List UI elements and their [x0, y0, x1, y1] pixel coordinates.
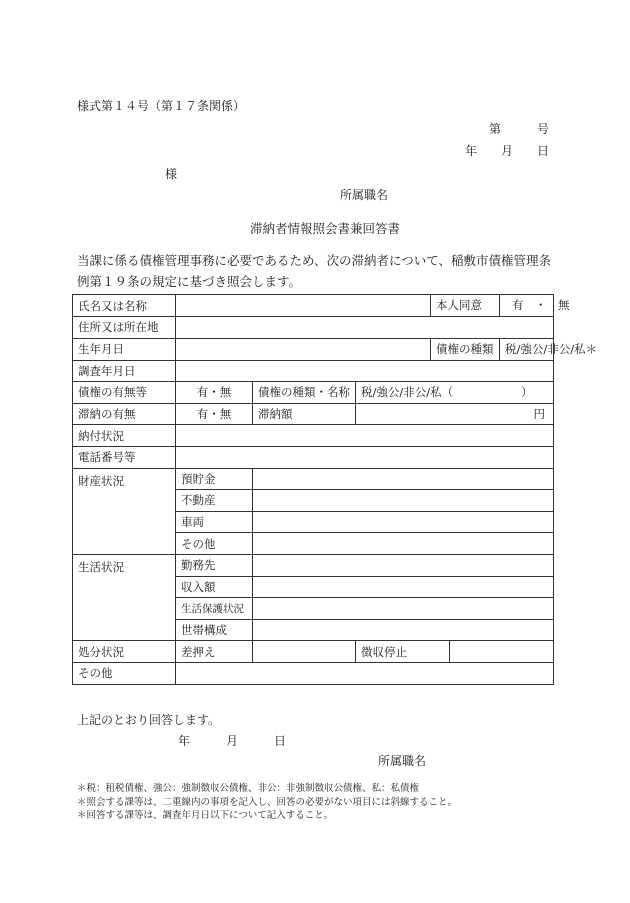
- address-field[interactable]: [176, 317, 554, 339]
- consent-cell: [431, 295, 570, 317]
- delinquency-amount-field[interactable]: [356, 403, 554, 425]
- property-field[interactable]: [253, 533, 554, 555]
- intro-paragraph: 当課に係る債権管理事務に必要であるため、次の滞納者について、稲敷市債権管理条例第１９条の規定に基づき照会します。: [77, 253, 552, 289]
- footnote: ＊税：租税債権、強公：強制徴収公債権、非公：非強制徴収公債権、私：私債権: [77, 783, 420, 794]
- birthdate-label: 生年月日: [73, 338, 176, 360]
- property-label: 財産状況: [73, 468, 176, 554]
- consent-options[interactable]: 有 ・ 無: [512, 298, 570, 312]
- footnotes: [77, 782, 457, 823]
- addressee-suffix: 様: [165, 167, 178, 181]
- table-row: [73, 468, 554, 490]
- property-field[interactable]: [253, 468, 554, 490]
- responder-label: 所属職名: [378, 754, 427, 768]
- property-item: 車両: [176, 511, 253, 533]
- name-field[interactable]: [176, 295, 431, 317]
- claim-type-options[interactable]: 税/強公/非公/私＊: [505, 341, 598, 356]
- address-label: 住所又は所在地: [73, 317, 176, 339]
- claim-kind-prefix: 税/強公/非公/私（: [361, 385, 454, 400]
- table-row: [73, 425, 554, 447]
- claim-type-label: 債権の種類: [431, 339, 500, 360]
- suspension-field[interactable]: [450, 641, 554, 663]
- living-field[interactable]: [253, 576, 554, 598]
- yen-unit: 円: [533, 407, 545, 422]
- consent-label: 本人同意: [431, 295, 500, 316]
- living-field[interactable]: [253, 598, 554, 620]
- name-label: 氏名又は名称: [73, 295, 176, 317]
- table-row: [73, 446, 554, 468]
- table-row: [73, 641, 554, 663]
- phone-field[interactable]: [176, 446, 554, 468]
- other-label: その他: [73, 662, 176, 684]
- survey-date-label: 調査年月日: [73, 360, 176, 382]
- suspension-label: 徴収停止: [356, 641, 450, 663]
- property-item: 預貯金: [176, 468, 253, 490]
- claim-kind-name-label: 債権の種類・名称: [253, 382, 356, 404]
- table-row: [73, 360, 554, 382]
- table-row: [73, 382, 554, 404]
- claim-kind-name-field[interactable]: [356, 382, 554, 404]
- property-field[interactable]: [253, 490, 554, 512]
- table-row: [73, 662, 554, 684]
- inquiry-table: [72, 294, 598, 685]
- other-field[interactable]: [176, 662, 554, 684]
- living-item: 世帯構成: [176, 619, 253, 641]
- property-field[interactable]: [253, 511, 554, 533]
- living-field[interactable]: [253, 554, 554, 576]
- claim-exist-options[interactable]: 有・無: [176, 382, 253, 404]
- claim-type-cell: [431, 338, 598, 360]
- delinquency-options[interactable]: 有・無: [176, 403, 253, 425]
- table-row: [73, 338, 554, 360]
- form-number: 様式第１４号（第１７条関係）: [77, 99, 246, 113]
- delinquency-amount-label: 滞納額: [253, 403, 356, 425]
- table-row: [73, 554, 554, 576]
- disposition-label: 処分状況: [73, 641, 176, 663]
- document-date-label: 年 月 日: [465, 144, 550, 158]
- living-item: 生活保護状況: [176, 598, 253, 620]
- sender-label: 所属職名: [340, 188, 389, 202]
- reply-text: 上記のとおり回答します。: [77, 713, 221, 727]
- survey-date-field[interactable]: [176, 360, 554, 382]
- seizure-label: 差押え: [176, 641, 253, 663]
- footnote: ＊照会する課等は、二重線内の事項を記入し、回答の必要がない項目には斜線すること。: [77, 796, 458, 808]
- property-item: 不動産: [176, 490, 253, 512]
- living-item: 収入額: [176, 576, 253, 598]
- table-row: [73, 295, 554, 317]
- delinquency-label: 滞納の有無: [73, 403, 176, 425]
- reply-date-label: 年 月 日: [178, 734, 287, 748]
- footnote: ＊回答する課等は、調査年月日以下について記入すること。: [77, 810, 334, 821]
- table-row: [73, 403, 554, 425]
- document-number-label: 第 号: [489, 122, 550, 136]
- payment-status-field[interactable]: [176, 425, 554, 447]
- seizure-field[interactable]: [253, 641, 356, 663]
- living-field[interactable]: [253, 619, 554, 641]
- table-row: [73, 317, 554, 339]
- birthdate-field[interactable]: [176, 338, 431, 360]
- phone-label: 電話番号等: [73, 446, 176, 468]
- property-item: その他: [176, 533, 253, 555]
- payment-status-label: 納付状況: [73, 425, 176, 447]
- claim-kind-suffix: ）: [521, 385, 533, 400]
- living-item: 勤務先: [176, 554, 253, 576]
- living-label: 生活状況: [73, 554, 176, 640]
- document-title: 滞納者情報照会書兼回答書: [250, 221, 401, 236]
- claim-exist-label: 債権の有無等: [73, 382, 176, 404]
